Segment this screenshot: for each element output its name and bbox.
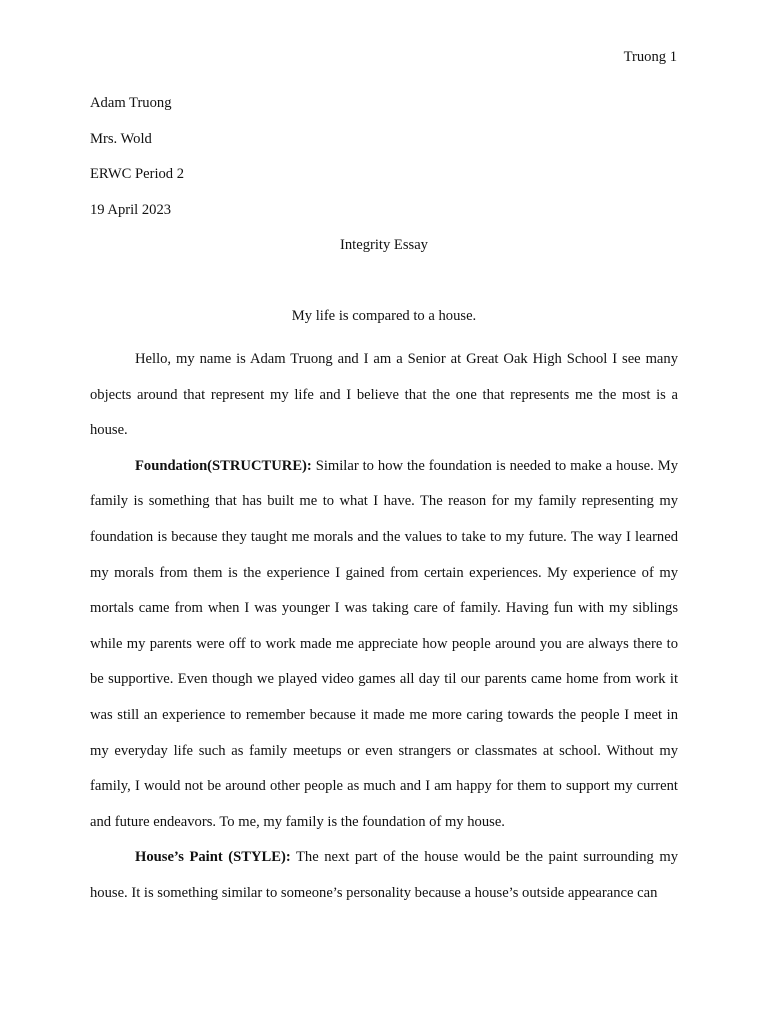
paragraph-lead: Foundation(STRUCTURE): — [135, 457, 312, 474]
paragraph-text: The next part of the house would be the paint surrounding my house. It is something similar to someone’s personality because a house’s outside appearance can — [90, 849, 678, 901]
paragraph-text: Similar to how the foundation is needed to make a house. My family is something that has built me to what I have. The reason for my family representing my foundation is because they taught me morals and the values to take to my future. The way I learned my morals from them is the experience I gained from certain experiences. My experience of my mortals came from when I was younger I was taking care of family. Having fun with my siblings while my parents were off to work made me appreciate how people around you are always there to be supportive. Even though we played video games all day til our parents came home from work it was still an experience to remember because it made me more caring towards the people I meet in my everyday life such as family meetups or even strangers or classmates at school. Without my family, I would not be around other people as much and I am happy for them to support my current and future endeavors. To me, my family is the foundation of my house. — [90, 457, 678, 830]
essay-date: 19 April 2023 — [90, 201, 172, 218]
mla-heading — [90, 93, 678, 271]
paragraph-foundation — [90, 449, 678, 841]
course-name: ERWC Period 2 — [90, 166, 185, 183]
paragraph-text: Hello, my name is Adam Truong and I am a Senior at Great Oak High School I see many objects around that represent my life and I believe that the one that represents me the most is a house. — [90, 351, 678, 439]
running-header-page-number: Truong 1 — [623, 49, 677, 65]
paragraph-intro — [90, 342, 678, 449]
paragraph-paint — [90, 840, 678, 911]
essay-title: Integrity Essay — [340, 237, 428, 254]
essay-subtitle: My life is compared to a house. — [291, 308, 477, 325]
essay-body — [90, 308, 678, 912]
teacher-name: Mrs. Wold — [90, 130, 152, 147]
paragraph-lead: House’s Paint (STYLE): — [135, 849, 291, 866]
student-name: Adam Truong — [90, 95, 172, 111]
